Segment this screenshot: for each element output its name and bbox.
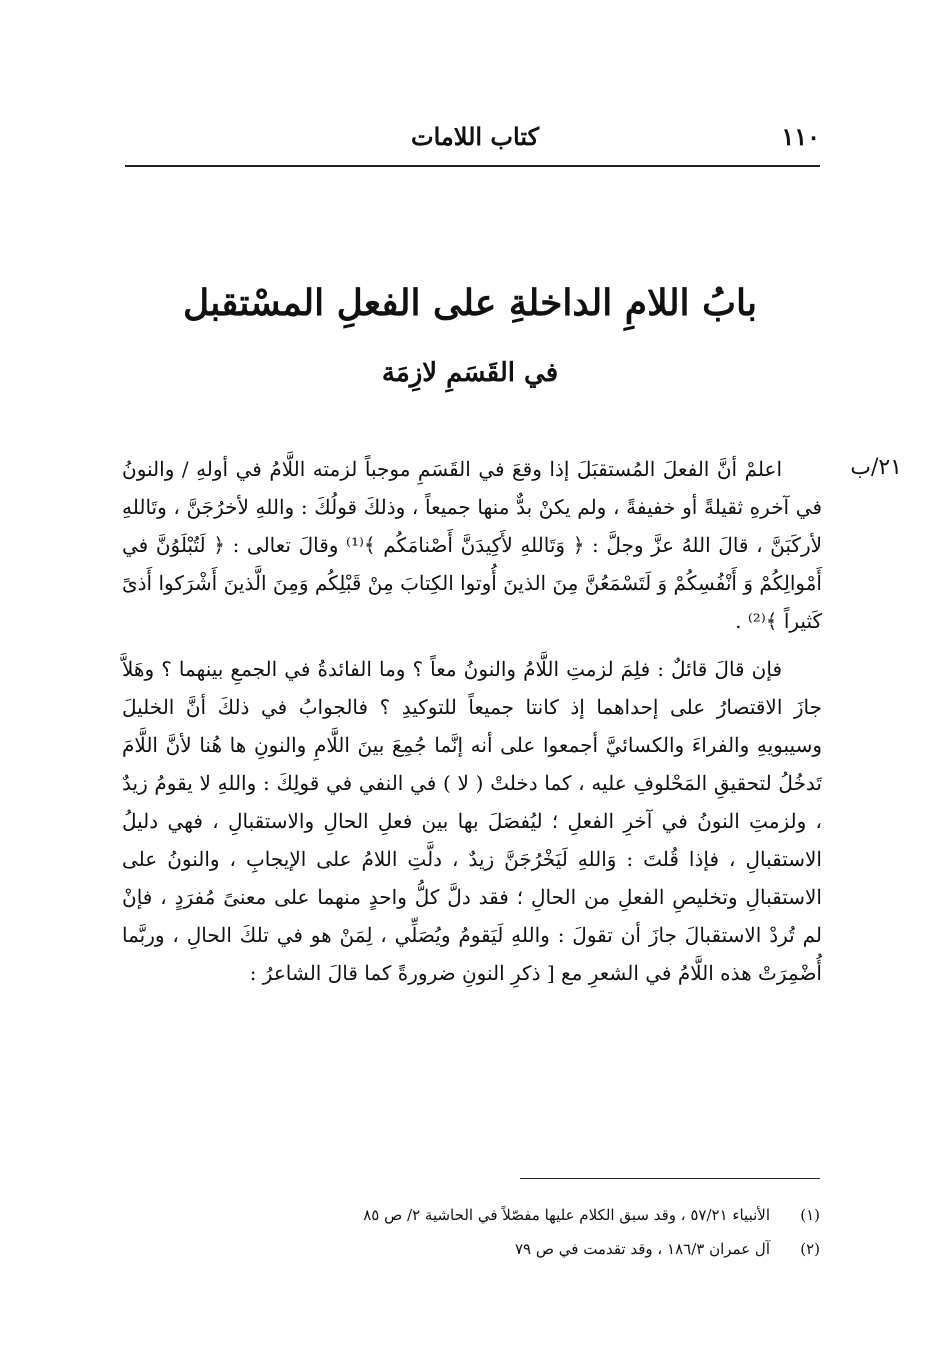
paragraph: فإن قالَ قائلٌ : فلِمَ لزمتِ اللَّامُ والنونُ معاً ؟ وما الفائدةُ في الجمعِ بينهما ؟ وهَلاَّ جازَ الاقتصارُ على إحداهما إذ كانتا جميعاً للتوكيدِ ؟ فالجوابُ في ذلكَ أنَّ الخليلَ وسيبويهِ والفراءَ والكسائيَّ أجمعوا على أنه إنَّما جُمِعَ بينَ اللَّامِ والنونِ ها هُنا لأنَّ اللَّامَ تَدخُلُ لتحقيقِ المَحْلوفِ عليه ، كما دخلتْ ( لا ) في النفي في قولِكَ : واللهِ لا يقومُ زيدٌ ، ولزمتِ النونُ في آخرِ الفعلِ ؛ ليُفصَلَ بها بين فعلِ الحالِ والاستقبالِ ، فهي دليلُ الاستقبالِ ، فإذا قُلتَ : وَاللهِ لَيَخْرُجَنَّ زيدٌ ، دلَّتِ اللامُ على الإيجابِ ، والنونُ على الاستقبالِ وتخليصِ الفعلِ من الحالِ ؛ فقد دلَّ كلُّ واحدٍ منهما على معنىً مُفرَدٍ ، فإنْ لم تُردْ الاستقبالَ جازَ أن تقولَ : واللهِ لَيَقومُ ويُصَلِّي ، لِمَنْ هو في تلكَ الحالِ ، وربَّما أُضْمِرَتْ هذه اللَّامُ في الشعرِ مع [ ذكرِ النونِ ضرورةً كما قالَ الشاعرُ : [122, 657, 822, 985]
chapter-subtitle: في القَسَمِ لازِمَة [381, 358, 559, 388]
running-header-title: كتاب اللامات [411, 122, 539, 151]
footnote [250, 1232, 820, 1266]
paragraph: اعلمْ أنَّ الفعلَ المُستقبَلَ إذا وقعَ في القَسَمِ موجباً لزمته اللَّامُ في أولهِ / والنونُ في آخرهِ ثقيلةً أو خفيفةً ، ولم يكنْ بدٌّ منها جميعاً ، وذلكَ قولُكَ : واللهِ لأخرُجَنَّ ، وتَاللهِ لأركَبَنَّ ، قالَ اللهُ عزَّ وجلَّ : ﴿ وَتَاللهِ لأَكِيدَنَّ أَصْنامَكُم ﴾⁽¹⁾ وقالَ تعالى : ﴿ لَتُبْلَوُنَّ في أَمْوالِكُمْ وَ أَنْفُسِكُمْ وَ لَتَسْمَعُنَّ مِنَ الذينَ أُوتوا الكِتابَ مِنْ قَبْلِكُم وَمِنَ الَّذينَ أَشْرَكوا أَذىً كَثيراً ﴾⁽²⁾ . [122, 457, 823, 633]
footnotes [250, 1198, 820, 1266]
footnote-text: آل عمران ١٨٦/٣ ، وقد تقدمت في ص ٧٩ [514, 1240, 770, 1258]
footnote-number: (١) [800, 1206, 820, 1224]
footnote-divider [520, 1178, 820, 1179]
page-number: ١١٠ [781, 122, 820, 151]
body-text [122, 450, 822, 992]
header-divider [125, 165, 820, 167]
margin-folio-note: ٢١/ب [850, 455, 902, 480]
chapter-title: بابُ اللامِ الداخلةِ على الفعلِ المسْتقبل [183, 282, 757, 324]
footnote-text: الأنبياء ٥٧/٢١ ، وقد سبق الكلام عليها مفصّلاً في الحاشية ٢/ ص ٨٥ [363, 1206, 770, 1224]
footnote [250, 1198, 820, 1232]
footnote-number: (٢) [800, 1240, 820, 1258]
